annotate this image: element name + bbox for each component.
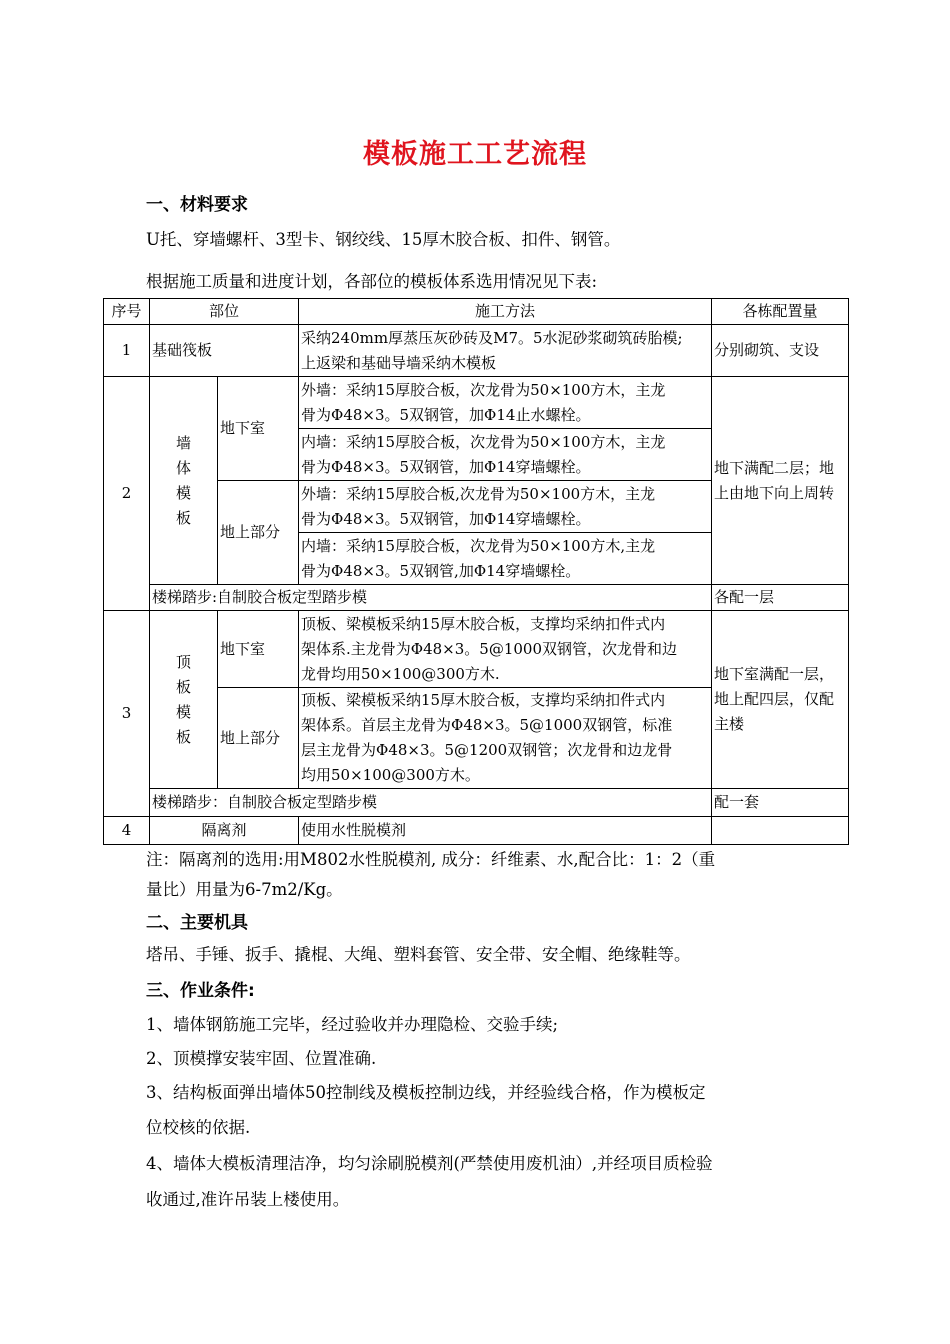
header-qty: 各栋配置量 — [712, 299, 849, 325]
row2-method-1 — [299, 377, 712, 429]
row4-part: 隔离剂 — [150, 817, 299, 845]
row3-method-line: 架体系.主龙骨为Φ48×3。5@1000双钢管，次龙骨和边 — [301, 639, 677, 658]
page-title: 模板施工工艺流程 — [363, 139, 587, 170]
header-no: 序号 — [104, 299, 150, 325]
row2-part — [150, 377, 218, 585]
row3-stair: 楼梯踏步：自制胶合板定型踏步模 — [150, 789, 712, 817]
row2-method-line: 内墙：采纳15厚胶合板，次龙骨为50×100方木，主龙 — [301, 432, 666, 451]
table-header-row — [104, 299, 849, 325]
row3-part-char: 板 — [175, 677, 191, 696]
row3-qty-line: 地下室满配一层， — [714, 665, 835, 683]
row3-part-char: 板 — [175, 727, 191, 746]
materials-text: U托、穿墙螺杆、3型卡、钢绞线、15厚木胶合板、扣件、钢管。 — [146, 230, 621, 249]
row2-part-char: 墙 — [175, 433, 191, 452]
row3-no: 3 — [104, 611, 150, 817]
row2-qty-line: 上由地下向上周转 — [714, 483, 835, 502]
row2-method-line: 骨为Φ48×3。5双钢管,加Φ14穿墙螺栓。 — [301, 561, 581, 580]
note-line: 注：隔离剂的选用:用M802水性脱模剂, 成分：纤维素、水,配合比：1：2（重 — [146, 850, 716, 869]
row2-part-char: 体 — [175, 458, 191, 477]
row2-method-line: 骨为Φ48×3。5双钢管，加Φ14穿墙螺栓。 — [301, 457, 591, 476]
row3-part — [150, 611, 218, 789]
condition-item: 2、顶模撑安装牢固、位置准确. — [146, 1049, 377, 1068]
table-row — [104, 325, 849, 377]
row3-stair-qty: 配一套 — [712, 789, 849, 817]
row1-method — [299, 325, 712, 377]
row3-qty-line: 地上配四层，仅配 — [714, 690, 835, 708]
row3-method-line: 顶板、梁模板采纳15厚木胶合板，支撑均采纳扣件式内 — [301, 691, 666, 709]
section3-heading: 三、作业条件: — [146, 981, 255, 1001]
row2-sub-basement: 地下室 — [218, 377, 299, 481]
section2-heading: 二、主要机具 — [146, 913, 248, 933]
table-row — [104, 817, 849, 845]
row2-sub-above: 地上部分 — [218, 481, 299, 585]
row2-method-line: 外墙：采纳15厚胶合板,次龙骨为50×100方木，主龙 — [301, 484, 656, 503]
row2-method-4 — [299, 533, 712, 585]
row3-part-char: 顶 — [175, 652, 191, 671]
header-part: 部位 — [150, 299, 299, 325]
row3-method-1 — [299, 611, 712, 688]
condition-item-cont: 收通过,准许吊装上楼使用。 — [146, 1190, 350, 1209]
row2-stair-qty: 各配一层 — [712, 585, 849, 611]
table-row — [104, 789, 849, 817]
row4-qty — [712, 817, 849, 845]
row2-no: 2 — [104, 377, 150, 611]
row3-method-2 — [299, 688, 712, 789]
row3-method-line: 顶板、梁模板采纳15厚木胶合板，支撑均采纳扣件式内 — [301, 614, 666, 633]
row2-part-char: 模 — [175, 483, 191, 502]
header-method: 施工方法 — [299, 299, 712, 325]
section1-heading: 一、材料要求 — [146, 195, 248, 215]
row1-method-line: 上返梁和基础导墙采纳木模板 — [301, 353, 497, 372]
row3-sub-basement: 地下室 — [218, 611, 299, 688]
row1-qty: 分别砌筑、支设 — [712, 325, 849, 377]
row2-method-line: 骨为Φ48×3。5双钢管，加Φ14止水螺栓。 — [301, 405, 591, 424]
row2-qty-line: 地下满配二层；地 — [714, 458, 835, 477]
table-intro-text: 根据施工质量和进度计划，各部位的模板体系选用情况见下表: — [146, 272, 598, 291]
row2-method-line: 骨为Φ48×3。5双钢管，加Φ14穿墙螺栓。 — [301, 509, 591, 528]
row2-stair: 楼梯踏步:自制胶合板定型踏步模 — [150, 585, 712, 611]
row3-part-char: 模 — [175, 702, 191, 721]
formwork-table — [103, 298, 849, 845]
tools-text: 塔吊、手锤、扳手、撬棍、大绳、塑料套管、安全带、安全帽、绝缘鞋等。 — [146, 945, 691, 964]
row2-method-3 — [299, 481, 712, 533]
condition-item-cont: 位校核的依据. — [146, 1118, 251, 1137]
row3-method-line: 龙骨均用50×100@300方木. — [301, 664, 500, 683]
row1-no: 1 — [104, 325, 150, 377]
condition-item: 3、结构板面弹出墙体50控制线及模板控制边线，并经验线合格，作为模板定 — [146, 1083, 706, 1102]
condition-item: 1、墙体钢筋施工完毕，经过验收并办理隐检、交验手续; — [146, 1015, 559, 1034]
row4-method: 使用水性脱模剂 — [299, 817, 712, 845]
table-row — [104, 585, 849, 611]
row4-no: 4 — [104, 817, 150, 845]
row3-qty-line: 主楼 — [714, 715, 745, 733]
row1-part: 基础筏板 — [150, 325, 299, 377]
row2-method-line: 内墙：采纳15厚胶合板，次龙骨为50×100方木,主龙 — [301, 536, 656, 555]
row2-part-char: 板 — [175, 508, 191, 527]
table-row — [104, 377, 849, 429]
condition-item: 4、墙体大模板清理洁净，均匀涂刷脱模剂(严禁使用废机油）,并经项目质检验 — [146, 1154, 713, 1173]
row3-method-line: 架体系。首层主龙骨为Φ48×3。5@1000双钢管，标准 — [301, 716, 673, 734]
row2-method-2 — [299, 429, 712, 481]
row1-method-line: 采纳240mm厚蒸压灰砂砖及M7。5水泥砂浆砌筑砖胎模; — [301, 328, 683, 347]
table-row — [104, 611, 849, 688]
row3-qty — [712, 611, 849, 789]
row3-method-line: 层主龙骨为Φ48×3。5@1200双钢管；次龙骨和边龙骨 — [301, 741, 673, 759]
row3-method-line: 均用50×100@300方木。 — [301, 766, 480, 784]
row2-qty — [712, 377, 849, 585]
row3-sub-above: 地上部分 — [218, 688, 299, 789]
note-line: 量比）用量为6-7m2/Kg。 — [146, 880, 343, 899]
row2-method-line: 外墙：采纳15厚胶合板，次龙骨为50×100方木，主龙 — [301, 380, 666, 399]
